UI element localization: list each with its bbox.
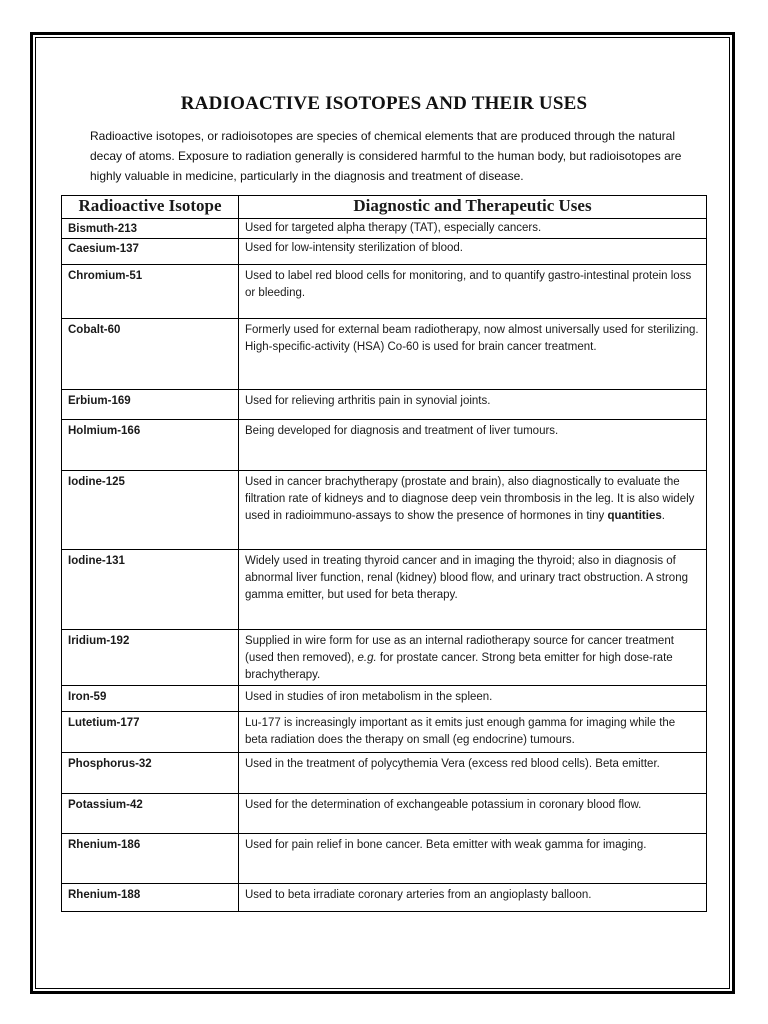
isotope-name: Iodine-131 — [62, 550, 239, 630]
table-row — [62, 239, 707, 265]
isotope-use: Lu-177 is increasingly important as it emits just enough gamma for imaging while the beta radiation does the therapy on small (eg endocrine) tumours. — [239, 712, 707, 753]
isotope-use-text: Supplied in wire form for use as an internal radiotherapy source for cancer treatment (used then removed), — [245, 635, 674, 664]
table-row — [62, 884, 707, 912]
isotope-name: Erbium-169 — [62, 390, 239, 420]
table-row — [62, 794, 707, 834]
table-header-row — [62, 196, 707, 219]
isotope-name: Potassium-42 — [62, 794, 239, 834]
isotope-use: Used for low-intensity sterilization of blood. — [239, 239, 707, 265]
header-isotope: Radioactive Isotope — [62, 196, 239, 219]
document-title: RADIOACTIVE ISOTOPES AND THEIR USES — [180, 93, 588, 114]
header-uses: Diagnostic and Therapeutic Uses — [239, 196, 707, 219]
table-row — [62, 630, 707, 686]
isotope-use: Used for targeted alpha therapy (TAT), especially cancers. — [239, 219, 707, 239]
table-row — [62, 471, 707, 550]
isotope-name: Rhenium-186 — [62, 834, 239, 884]
table-row — [62, 390, 707, 420]
isotope-name: Chromium-51 — [62, 265, 239, 319]
isotope-name: Iridium-192 — [62, 630, 239, 686]
isotope-use: Used in studies of iron metabolism in the spleen. — [239, 686, 707, 712]
isotope-name: Iron-59 — [62, 686, 239, 712]
isotope-use: Used for the determination of exchangeable potassium in coronary blood flow. — [239, 794, 707, 834]
isotope-use: Used for relieving arthritis pain in synovial joints. — [239, 390, 707, 420]
table-row — [62, 219, 707, 239]
isotope-use: Used for pain relief in bone cancer. Beta emitter with weak gamma for imaging. — [239, 834, 707, 884]
isotope-use: Widely used in treating thyroid cancer and in imaging the thyroid; also in diagnosis of abnormal liver function, renal (kidney) blood flow, and urinary tract obstruction. A strong gamma emitter, but used for beta therapy. — [239, 550, 707, 630]
isotope-name: Caesium-137 — [62, 239, 239, 265]
table-row — [62, 420, 707, 471]
table-row — [62, 753, 707, 794]
table-row — [62, 712, 707, 753]
table-row — [62, 319, 707, 390]
isotope-use-bold: quantities — [607, 510, 662, 522]
isotope-use — [239, 630, 707, 686]
isotope-name: Iodine-125 — [62, 471, 239, 550]
intro-paragraph: Radioactive isotopes, or radioisotopes are species of chemical elements that are produced through the natural decay of atoms. Exposure to radiation generally is considered harmful to the human body, but radioisotopes are highly valuable in medicine, particularly in the diagnosis and treatment of disease. — [90, 129, 682, 183]
table-row — [62, 834, 707, 884]
isotope-name: Rhenium-188 — [62, 884, 239, 912]
isotope-name: Holmium-166 — [62, 420, 239, 471]
isotope-use: Used in the treatment of polycythemia Vera (excess red blood cells). Beta emitter. — [239, 753, 707, 794]
isotope-use-end: for prostate cancer. Strong beta emitter for high dose-rate brachytherapy. — [245, 652, 673, 681]
isotope-name: Phosphorus-32 — [62, 753, 239, 794]
isotope-name: Cobalt-60 — [62, 319, 239, 390]
table-row — [62, 686, 707, 712]
isotope-use: Being developed for diagnosis and treatment of liver tumours. — [239, 420, 707, 471]
isotope-use-text: Used in cancer brachytherapy (prostate and brain), also diagnostically to evaluate the filtration rate of kidneys and to diagnose deep vein thrombosis in the leg. It is also widely used in radioimmuno-assays to show the presence of hormones in tiny — [245, 476, 695, 522]
isotope-use: Used to beta irradiate coronary arteries from an angioplasty balloon. — [239, 884, 707, 912]
table-row — [62, 265, 707, 319]
isotope-name: Bismuth-213 — [62, 219, 239, 239]
isotope-use: Used to label red blood cells for monitoring, and to quantify gastro-intestinal protein loss or bleeding. — [239, 265, 707, 319]
isotope-use-italic: e.g. — [357, 652, 377, 664]
isotope-table — [61, 195, 707, 912]
isotope-use-end: . — [661, 510, 665, 522]
table-row — [62, 550, 707, 630]
isotope-use — [239, 471, 707, 550]
isotope-use: Formerly used for external beam radiotherapy, now almost universally used for sterilizing. High-specific-activity (HSA) Co-60 is used for brain cancer treatment. — [239, 319, 707, 390]
isotope-name: Lutetium-177 — [62, 712, 239, 753]
